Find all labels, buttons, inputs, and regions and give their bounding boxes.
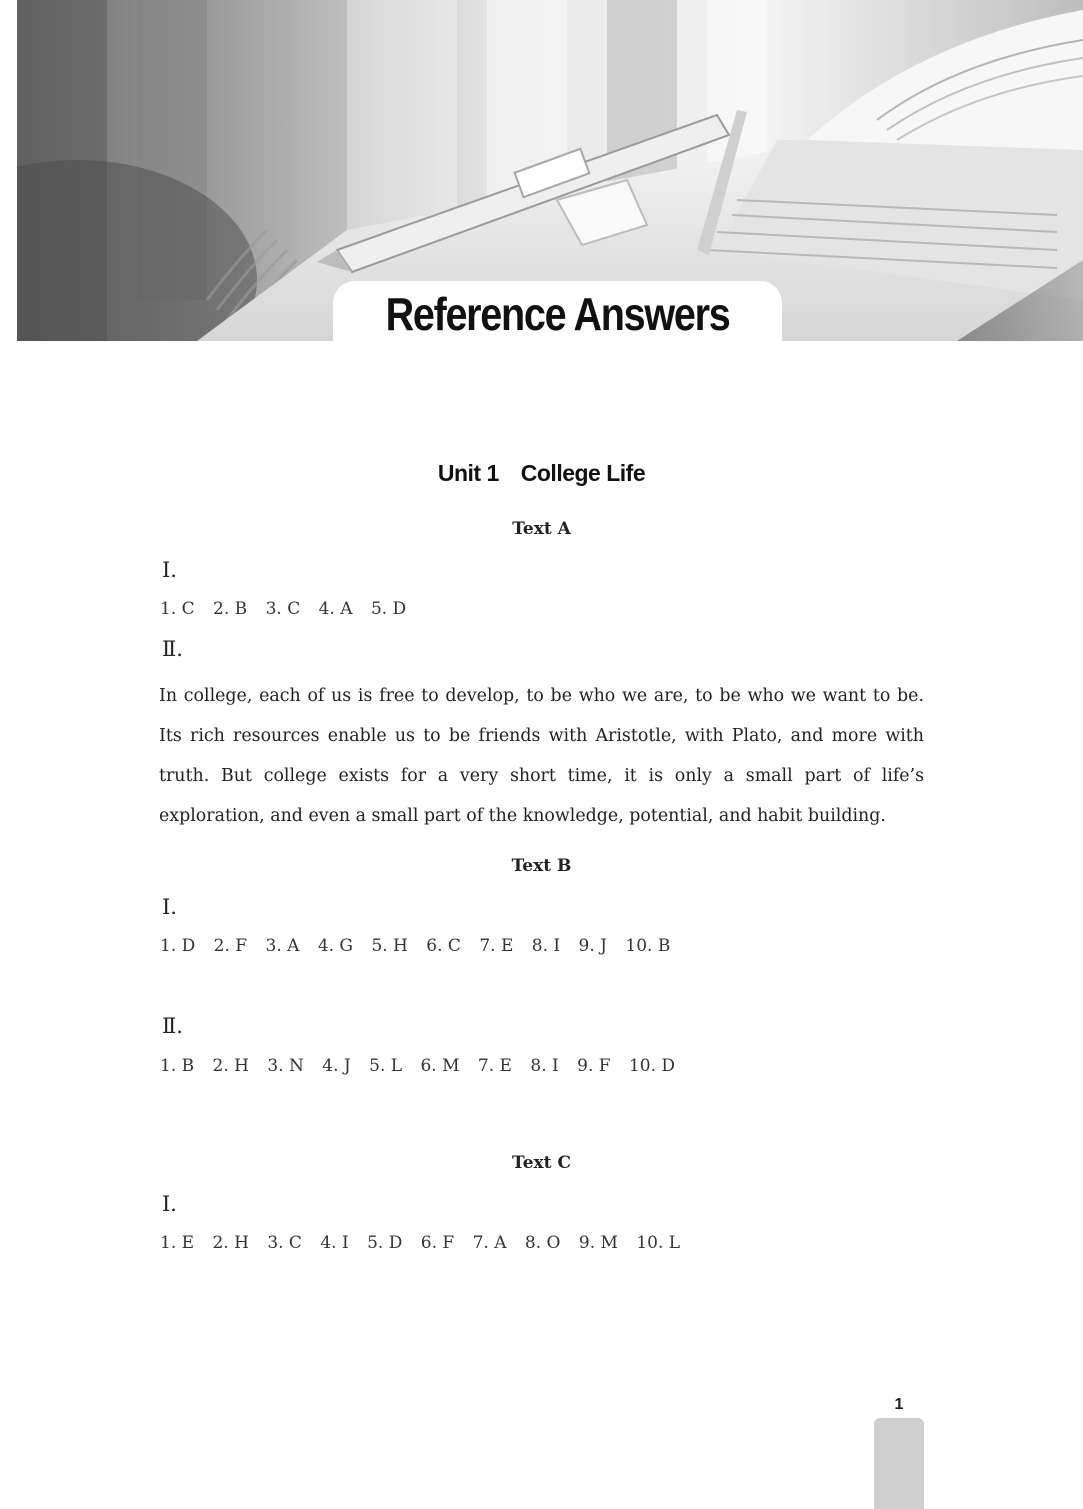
answer-item: 8. I (531, 936, 561, 956)
answer-item: 8. I (530, 1056, 559, 1076)
answer-item: 5. D (370, 599, 407, 619)
answer-item: 7. E (479, 936, 514, 956)
answer-item: 5. L (369, 1056, 403, 1076)
answer-item: 3. C (265, 599, 301, 619)
answer-item: 8. O (524, 1233, 561, 1253)
part-label: Ⅰ. (162, 1192, 177, 1216)
part-label: Ⅱ. (162, 637, 183, 661)
answer-item: 3. A (265, 936, 300, 956)
section-title-text-a: Text A (512, 519, 571, 539)
answer-item: 6. C (426, 936, 461, 956)
page-number: 1 (894, 1396, 904, 1413)
answer-item: 4. I (320, 1233, 349, 1253)
answer-item: 1. C (160, 599, 195, 619)
answer-item: 6. F (420, 1233, 455, 1253)
answer-item: 5. H (371, 936, 408, 956)
answer-item: 3. N (267, 1056, 304, 1076)
answer-row-text-a-1 (160, 599, 419, 619)
answer-item: 4. G (317, 936, 354, 956)
title-pill (333, 281, 782, 341)
answer-item: 9. J (578, 936, 607, 956)
answer-item: 10. B (625, 936, 671, 956)
answer-item: 1. B (160, 1056, 195, 1076)
unit-number: Unit 1 (437, 460, 499, 486)
answer-item: 10. D (628, 1056, 676, 1076)
answer-item: 5. D (367, 1233, 403, 1253)
answer-item: 4. J (322, 1056, 351, 1076)
answer-item: 2. H (212, 1056, 249, 1076)
answer-item: 1. E (160, 1233, 195, 1253)
answer-row-text-b-2 (160, 1056, 688, 1076)
answer-item: 7. E (477, 1056, 512, 1076)
summary-paragraph: In college, each of us is free to develop, to be who we are, to be who we want to be. Its rich resources enable us to be friends with Aristotle, with Plato, and more with truth. But college exists for a very short time, it is only a small part of life’s exploration, and even a small part of the knowledge, potential, and habit building. (159, 686, 924, 826)
answer-item: 9. M (578, 1233, 618, 1253)
section-title-text-c: Text C (512, 1153, 571, 1173)
part-label: Ⅰ. (162, 558, 177, 582)
answer-item: 7. A (472, 1233, 507, 1253)
answer-item: 10. L (636, 1233, 681, 1253)
part-label: Ⅱ. (162, 1014, 183, 1038)
page-title: Reference Answers (385, 288, 730, 340)
answer-item: 3. C (267, 1233, 302, 1253)
answer-item: 2. H (212, 1233, 249, 1253)
answer-row-text-b-1 (160, 936, 683, 956)
answer-item: 2. B (213, 599, 248, 619)
header-banner-image (17, 0, 1083, 341)
answer-item: 1. D (160, 936, 196, 956)
unit-heading (0, 460, 1083, 487)
answer-item: 6. M (420, 1056, 460, 1076)
answer-item: 2. F (213, 936, 248, 956)
answer-item: 4. A (318, 599, 353, 619)
answer-row-text-c-1 (160, 1233, 693, 1253)
unit-name: College Life (520, 460, 646, 486)
section-title-text-b: Text B (511, 856, 572, 876)
page-tab (874, 1418, 924, 1509)
part-label: Ⅰ. (162, 895, 177, 919)
answer-item: 9. F (577, 1056, 611, 1076)
